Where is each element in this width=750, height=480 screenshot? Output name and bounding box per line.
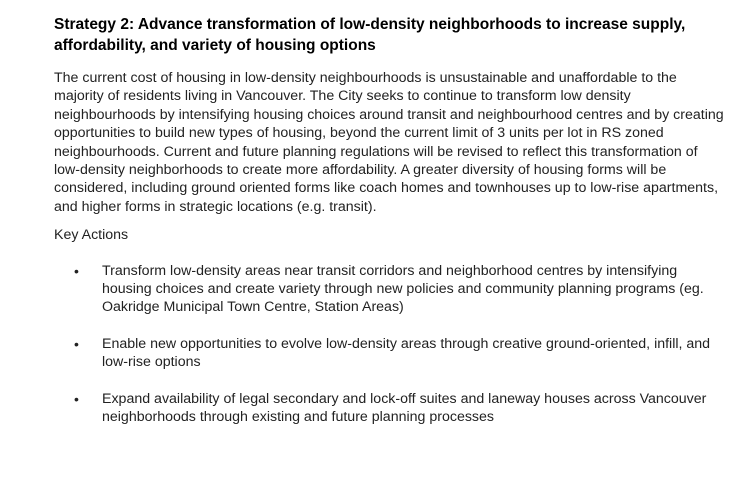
document-page bbox=[54, 14, 724, 445]
list-item bbox=[54, 335, 724, 372]
bullet-icon: • bbox=[74, 262, 79, 279]
bullet-icon: • bbox=[74, 390, 79, 407]
list-item bbox=[54, 262, 724, 317]
key-actions-label: Key Actions bbox=[54, 227, 129, 244]
list-item bbox=[54, 390, 724, 427]
bullet-icon: • bbox=[74, 335, 79, 352]
action-text: Expand availability of legal secondary and lock-off suites and laneway houses across Vancouver neighborhoods through existing and future planning processes bbox=[102, 390, 707, 426]
strategy-heading: Strategy 2: Advance transformation of low-density neighborhoods to increase supply, affordability, and variety of housing options bbox=[54, 16, 686, 54]
key-actions-list bbox=[54, 262, 724, 427]
strategy-paragraph: The current cost of housing in low-density neighbourhoods is unsustainable and unaffordable to the majority of residents living in Vancouver. The City seeks to continue to transform low density neighbourhoods by intensifying housing choices around transit and neighbourhood centres and by creating opportunities to build new types of housing, beyond the current limit of 3 units per lot in RS zoned neighbourhoods. Current and future planning regulations will be revised to reflect this transformation of low-density neighborhoods to create more affordability. A greater diversity of housing forms will be considered, including ground oriented forms like coach homes and townhouses up to low-rise apartments, and higher forms in strategic locations (e.g. transit). bbox=[54, 70, 724, 215]
action-text: Transform low-density areas near transit corridors and neighborhood centres by intensifying housing choices and create variety through new policies and community planning programs (eg. Oakridge Municipal Town Centre, Station Areas) bbox=[102, 262, 704, 316]
action-text: Enable new opportunities to evolve low-density areas through creative ground-oriented, infill, and low-rise options bbox=[102, 335, 711, 371]
